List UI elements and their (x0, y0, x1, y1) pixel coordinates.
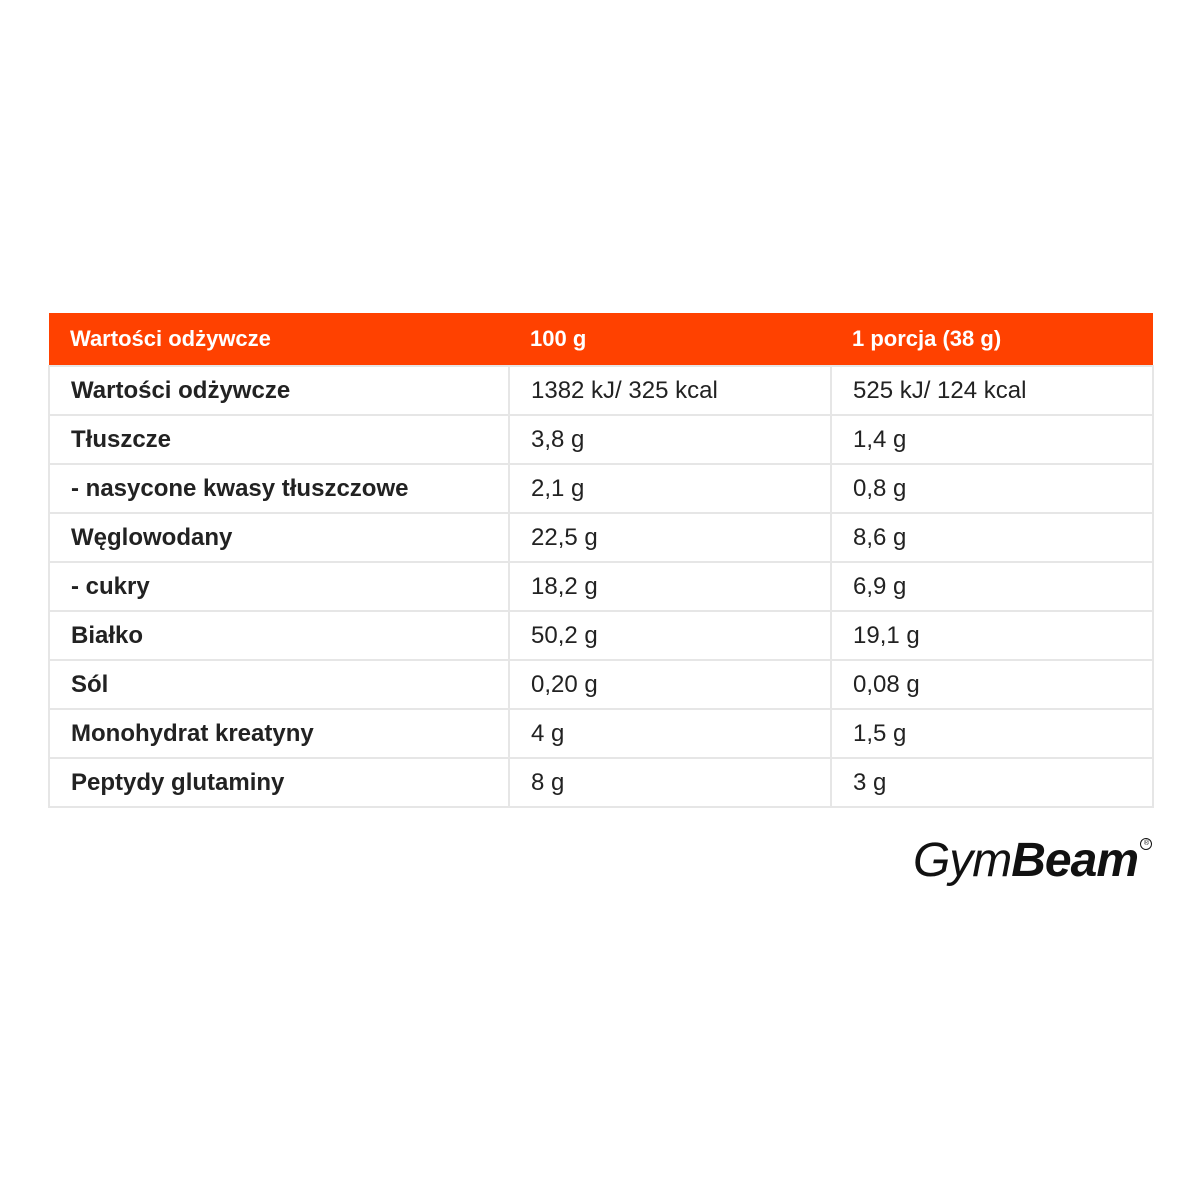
logo-text-beam: Beam (1011, 834, 1138, 887)
table-row (49, 513, 1153, 562)
registered-mark-icon: ® (1140, 838, 1152, 850)
table-row (49, 415, 1153, 464)
header-per-100g: 100 g (530, 326, 587, 351)
row-label: Monohydrat kreatyny (49, 709, 509, 758)
header-per-portion: 1 porcja (38 g) (852, 326, 1002, 351)
nutrition-table (48, 313, 1154, 808)
table-row (49, 611, 1153, 660)
logo-text-gym: Gym (912, 834, 1012, 887)
value-per-portion: 525 kJ/ 124 kcal (831, 366, 1153, 415)
value-per-100g: 3,8 g (509, 415, 831, 464)
value-per-100g: 50,2 g (509, 611, 831, 660)
value-per-portion: 0,08 g (831, 660, 1153, 709)
value-per-100g: 4 g (509, 709, 831, 758)
table-row (49, 660, 1153, 709)
row-label: - nasycone kwasy tłuszczowe (49, 464, 509, 513)
row-label: - cukry (49, 562, 509, 611)
row-label: Białko (49, 611, 509, 660)
value-per-100g: 0,20 g (509, 660, 831, 709)
table-row (49, 758, 1153, 807)
row-label: Peptydy glutaminy (49, 758, 509, 807)
table-row (49, 709, 1153, 758)
value-per-portion: 0,8 g (831, 464, 1153, 513)
value-per-100g: 1382 kJ/ 325 kcal (509, 366, 831, 415)
gymbeam-logo (913, 834, 1152, 894)
value-per-100g: 2,1 g (509, 464, 831, 513)
row-label: Tłuszcze (49, 415, 509, 464)
value-per-portion: 19,1 g (831, 611, 1153, 660)
value-per-portion: 8,6 g (831, 513, 1153, 562)
row-label: Węglowodany (49, 513, 509, 562)
value-per-100g: 8 g (509, 758, 831, 807)
table-row (49, 464, 1153, 513)
value-per-portion: 1,4 g (831, 415, 1153, 464)
value-per-100g: 22,5 g (509, 513, 831, 562)
row-label: Sól (49, 660, 509, 709)
table-row (49, 366, 1153, 415)
value-per-portion: 3 g (831, 758, 1153, 807)
table-header-row (49, 313, 1153, 366)
header-nutrient: Wartości odżywcze (70, 326, 271, 351)
table-row (49, 562, 1153, 611)
value-per-portion: 1,5 g (831, 709, 1153, 758)
value-per-100g: 18,2 g (509, 562, 831, 611)
row-label: Wartości odżywcze (49, 366, 509, 415)
value-per-portion: 6,9 g (831, 562, 1153, 611)
